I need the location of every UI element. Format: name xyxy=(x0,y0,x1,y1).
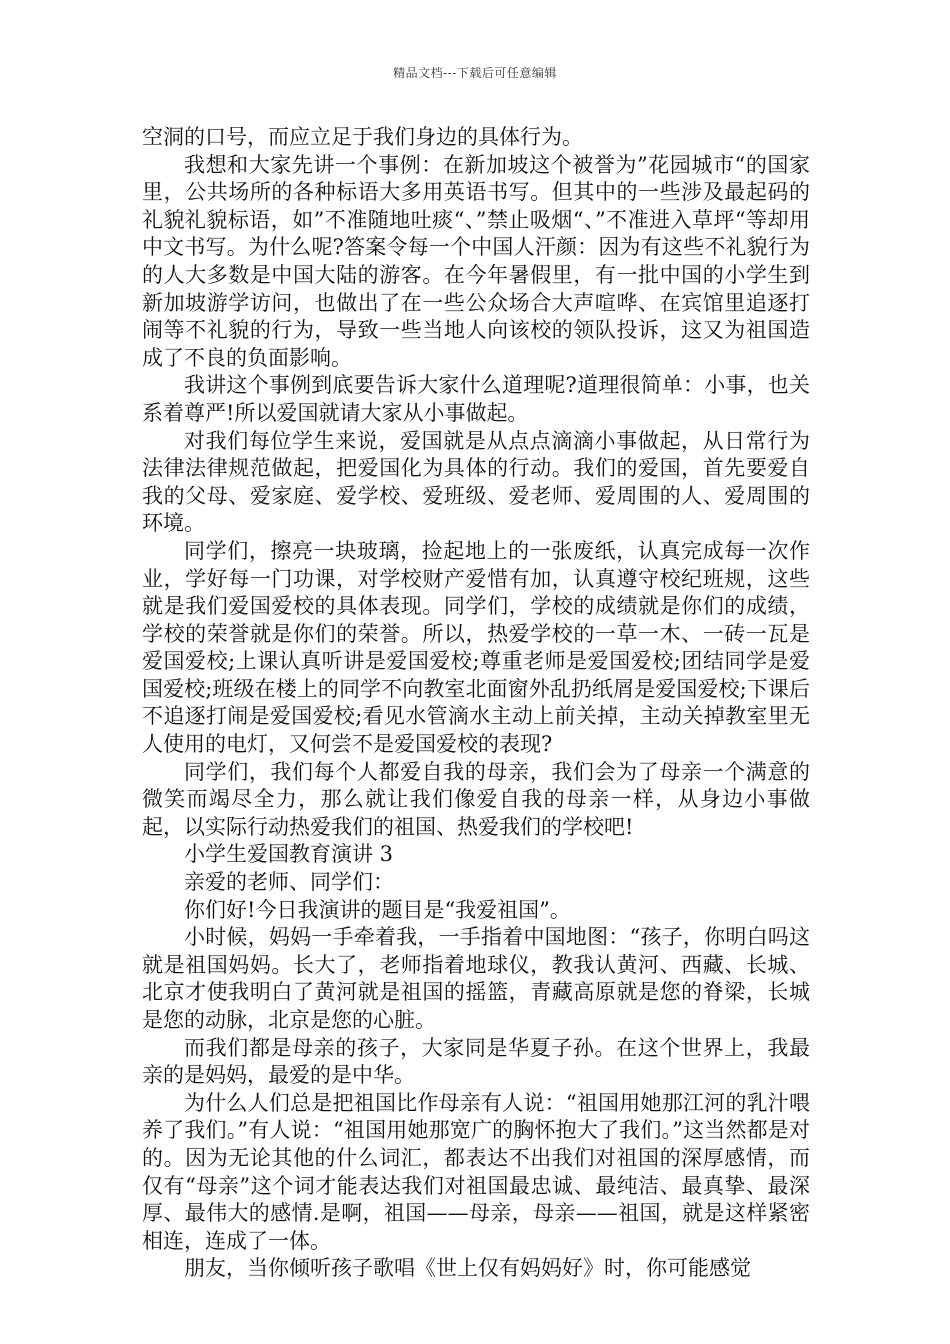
paragraph: 同学们，我们每个人都爱自我的母亲，我们会为了母亲一个满意的微笑而竭尽全力，那么就让我们像爱自我的母亲一样，从身边小事做起，以实际行动热爱我们的祖国、热爱我们的学校吧! xyxy=(142,759,810,839)
paragraph: 你们好!今日我演讲的题目是“我爱祖国”。 xyxy=(184,897,571,922)
document-body xyxy=(142,124,810,1283)
salutation: 亲爱的老师、同学们： xyxy=(184,870,394,895)
paragraph: 同学们，擦亮一块玻璃，捡起地上的一张废纸，认真完成每一次作业，学好每一门功课，对学校财产爱惜有加，认真遵守校纪班规，这些就是我们爱国爱校的具体表现。同学们，学校的成绩就是你们的成绩，学校的荣誉就是你们的荣誉。所以，热爱学校的一草一木、一砖一瓦是爱国爱校;上课认真听讲是爱国爱校;尊重老师是爱国爱校;团结同学是爱国爱校;班级在楼上的同学不向教室北面窗外乱扔纸屑是爱国爱校;下课后不追逐打闹是爱国爱校;看见水管滴水主动上前关掉，主动关掉教室里无人使用的电灯，又何尝不是爱国爱校的表现? xyxy=(142,538,810,757)
paragraph: 朋友，当你倾听孩子歌唱《世上仅有妈妈好》时，你可能感觉 xyxy=(184,1256,751,1281)
paragraph: 小时候，妈妈一手牵着我，一手指着中国地图：“孩子，你明白吗这就是祖国妈妈。长大了，老师指着地球仪，教我认黄河、西藏、长城、北京才使我明白了黄河就是祖国的摇篮，青藏高原就是您的脊梁，长城是您的动脉，北京是您的心脏。 xyxy=(142,925,810,1032)
section-title: 小学生爱国教育演讲 3 xyxy=(184,842,394,867)
paragraph: 为什么人们总是把祖国比作母亲有人说：“祖国用她那江河的乳汁喂养了我们。”有人说：“祖国用她那宽广的胸怀抱大了我们。”这当然都是对的。因为无论其他的什么词汇，都表达不出我们对祖国的深厚感情，而仅有“母亲”这个词才能表达我们对祖国最忠诚、最纯洁、最真挚、最深厚、最伟大的感情.是啊，祖国——母亲，母亲——祖国，就是这样紧密相连，连成了一体。 xyxy=(142,1090,810,1253)
paragraph: 我讲这个事例到底要告诉大家什么道理呢?道理很简单：小事，也关系着尊严!所以爱国就请大家从小事做起。 xyxy=(142,373,810,425)
paragraph: 我想和大家先讲一个事例：在新加坡这个被誉为”花园城市“的国家里，公共场所的各种标语大多用英语书写。但其中的一些涉及最起码的礼貌礼貌标语，如”不准随地吐痰“、”禁止吸烟“、”不准进入草坪“等却用中文书写。为什么呢?答案令每一个中国人汗颜：因为有这些不礼貌行为的人大多数是中国大陆的游客。在今年暑假里，有一批中国的小学生到新加坡游学访问，也做出了在一些公众场合大声喧哗、在宾馆里追逐打闹等不礼貌的行为，导致一些当地人向该校的领队投诉，这又为祖国造成了不良的负面影响。 xyxy=(142,152,810,370)
paragraph: 对我们每位学生来说，爱国就是从点点滴滴小事做起，从日常行为法律法律规范做起，把爱国化为具体的行动。我们的爱国，首先要爱自我的父母、爱家庭、爱学校、爱班级、爱老师、爱周围的人、爱周围的环境。 xyxy=(142,428,810,536)
paragraph: 而我们都是母亲的孩子，大家同是华夏子孙。在这个世界上，我最亲的是妈妈，最爱的是中华。 xyxy=(142,1035,810,1088)
page-header: 精品文档---下载后可任意编辑 xyxy=(393,66,557,80)
paragraph: 空洞的口号，而应立足于我们身边的具体行为。 xyxy=(142,125,583,149)
